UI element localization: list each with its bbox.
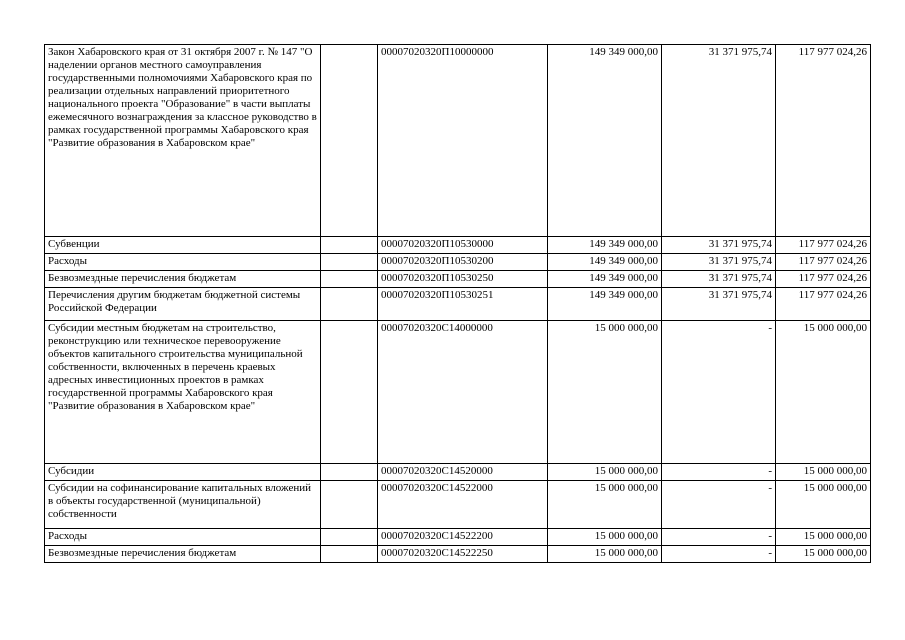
executed-amount-cell: - [662,464,776,481]
budget-code-cell: 00007020320С14522000 [378,481,548,529]
budget-code-cell: 00007020320С14522250 [378,546,548,563]
line-code-cell [321,481,378,529]
executed-amount-cell: 31 371 975,74 [662,45,776,237]
unexecuted-amount-cell: 15 000 000,00 [776,529,871,546]
line-code-cell [321,271,378,288]
table-row [45,464,871,481]
budget-code-cell: 00007020320С14520000 [378,464,548,481]
row-name-cell: Расходы [45,254,321,271]
table-row [45,237,871,254]
unexecuted-amount-cell: 15 000 000,00 [776,481,871,529]
unexecuted-amount-cell: 117 977 024,26 [776,254,871,271]
line-code-cell [321,546,378,563]
budget-code-cell: 00007020320П10530200 [378,254,548,271]
budget-code-cell: 00007020320П10530251 [378,288,548,321]
unexecuted-amount-cell: 117 977 024,26 [776,288,871,321]
unexecuted-amount-cell: 15 000 000,00 [776,321,871,464]
budget-code-cell: 00007020320П10530250 [378,271,548,288]
row-name-cell: Перечисления другим бюджетам бюджетной системы Российской Федерации [45,288,321,321]
table-row [45,45,871,237]
approved-amount-cell: 15 000 000,00 [548,546,662,563]
executed-amount-cell: - [662,546,776,563]
budget-code-cell: 00007020320С14000000 [378,321,548,464]
line-code-cell [321,321,378,464]
row-name-cell: Безвозмездные перечисления бюджетам [45,546,321,563]
executed-amount-cell: 31 371 975,74 [662,271,776,288]
table-row [45,321,871,464]
unexecuted-amount-cell: 15 000 000,00 [776,464,871,481]
executed-amount-cell: 31 371 975,74 [662,288,776,321]
approved-amount-cell: 149 349 000,00 [548,237,662,254]
budget-code-cell: 00007020320С14522200 [378,529,548,546]
row-name-cell: Субсидии местным бюджетам на строительство, реконструкцию или техническое перевооружение объектов капитального строительства муниципальной собственности, включенных в перечень краевых адресных инвестиционных проектов в рамках государственной программы Хабаровского края "Развитие образования в Хабаровском крае" [45,321,321,464]
executed-amount-cell: 31 371 975,74 [662,237,776,254]
table-row [45,529,871,546]
approved-amount-cell: 15 000 000,00 [548,464,662,481]
line-code-cell [321,288,378,321]
approved-amount-cell: 15 000 000,00 [548,529,662,546]
budget-execution-table [44,44,871,563]
executed-amount-cell: - [662,321,776,464]
executed-amount-cell: 31 371 975,74 [662,254,776,271]
approved-amount-cell: 149 349 000,00 [548,254,662,271]
row-name-cell: Субсидии [45,464,321,481]
row-name-cell: Закон Хабаровского края от 31 октября 2007 г. № 147 "О наделении органов местного самоуправления государственными полномочиями Хабаровского края по реализации отдельных направлений приоритетного национального проекта "Образование" в части выплаты ежемесячного вознаграждения за классное руководство в рамках государственной программы Хабаровского края "Развитие образования в Хабаровском крае" [45,45,321,237]
line-code-cell [321,464,378,481]
unexecuted-amount-cell: 117 977 024,26 [776,45,871,237]
line-code-cell [321,529,378,546]
table-row [45,254,871,271]
row-name-cell: Безвозмездные перечисления бюджетам [45,271,321,288]
unexecuted-amount-cell: 15 000 000,00 [776,546,871,563]
approved-amount-cell: 149 349 000,00 [548,271,662,288]
executed-amount-cell: - [662,529,776,546]
table-row [45,288,871,321]
table-row [45,546,871,563]
table-row [45,481,871,529]
row-name-cell: Субвенции [45,237,321,254]
line-code-cell [321,45,378,237]
unexecuted-amount-cell: 117 977 024,26 [776,237,871,254]
approved-amount-cell: 149 349 000,00 [548,45,662,237]
table-row [45,271,871,288]
unexecuted-amount-cell: 117 977 024,26 [776,271,871,288]
line-code-cell [321,237,378,254]
executed-amount-cell: - [662,481,776,529]
row-name-cell: Расходы [45,529,321,546]
approved-amount-cell: 15 000 000,00 [548,481,662,529]
approved-amount-cell: 149 349 000,00 [548,288,662,321]
row-name-cell: Субсидии на софинансирование капитальных вложений в объекты государственной (муниципальной) собственности [45,481,321,529]
line-code-cell [321,254,378,271]
budget-code-cell: 00007020320П10000000 [378,45,548,237]
budget-code-cell: 00007020320П10530000 [378,237,548,254]
approved-amount-cell: 15 000 000,00 [548,321,662,464]
